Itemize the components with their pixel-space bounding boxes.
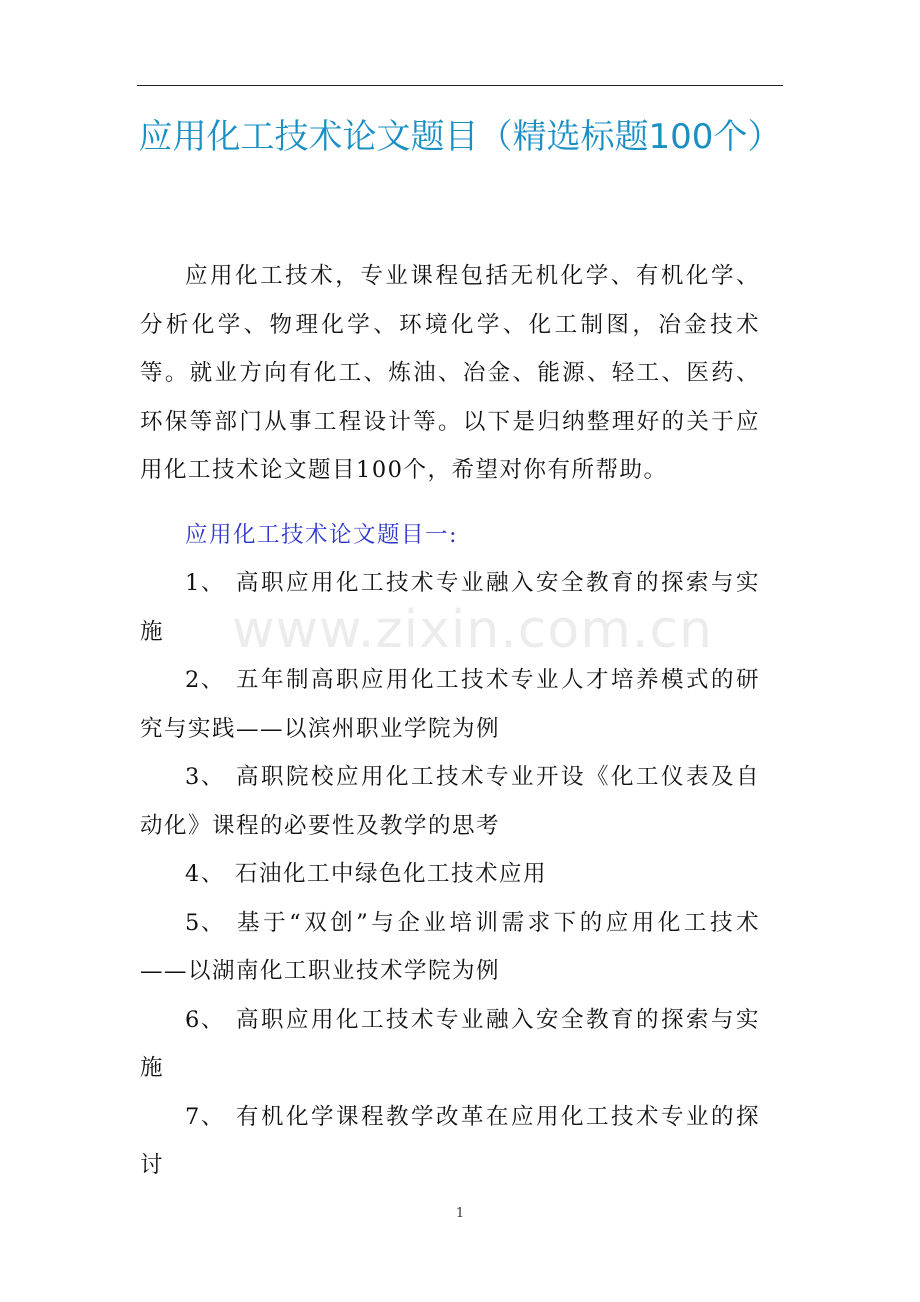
item-number: 5、 [185,909,225,936]
document-body [140,252,760,1190]
list-item [140,899,760,996]
item-text: 高职应用化工技术专业融入安全教育的探索与实施 [140,1006,760,1081]
item-text: 有机化学课程教学改革在应用化工技术专业的探讨 [140,1103,760,1178]
section-heading: 应用化工技术论文题目一: [185,521,459,548]
list-item [140,656,760,753]
list-item [140,1093,760,1190]
page-title: 应用化工技术论文题目（精选标题100个） [138,117,782,157]
page-number: 1 [455,1206,465,1221]
item-text: 基于“双创”与企业培训需求下的应用化工技术——以湖南化工职业技术学院为例 [140,909,760,984]
item-text: 高职院校应用化工技术专业开设《化工仪表及自动化》课程的必要性及教学的思考 [140,764,760,839]
header-rule [137,85,783,86]
item-number: 4、 [185,861,225,887]
item-number: 1、 [185,570,225,596]
item-number: 7、 [185,1103,225,1130]
list-item [140,850,760,899]
list-item [140,559,760,656]
item-number: 2、 [185,667,225,693]
watermark: www.zixin.com.cn [232,600,713,660]
list-item [140,996,760,1093]
list-item [140,753,760,850]
item-number: 3、 [185,764,225,790]
item-text: 五年制高职应用化工技术专业人才培养模式的研究与实践——以滨州职业学院为例 [140,667,760,742]
item-text: 高职应用化工技术专业融入安全教育的探索与实施 [140,570,760,645]
item-number: 6、 [185,1006,225,1033]
intro-paragraph: 应用化工技术，专业课程包括无机化学、有机化学、分析化学、物理化学、环境化学、化工制图，冶金技术等。就业方向有化工、炼油、冶金、能源、轻工、医药、环保等部门从事工程设计等。以下是归纳整理好的关于应用化工技术论文题目100个，希望对你有所帮助。 [140,263,760,483]
item-text: 石油化工中绿色化工技术应用 [235,861,548,887]
